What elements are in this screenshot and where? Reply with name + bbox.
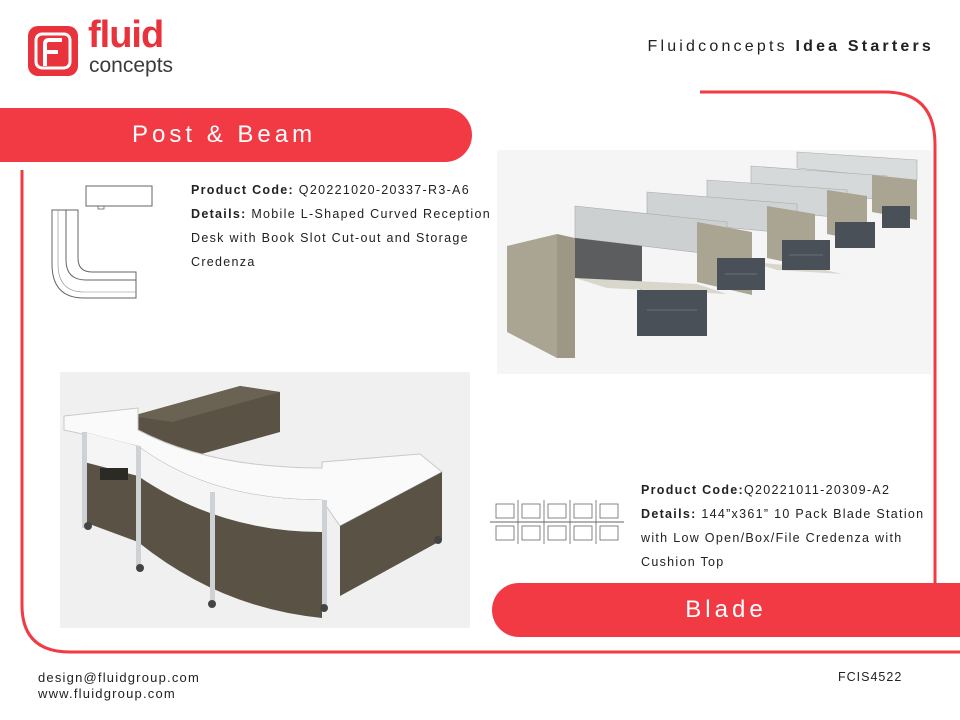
product1-code-label: Product Code: [191, 183, 295, 197]
logo-word-concepts: concepts [89, 54, 174, 77]
product2-code-label: Product Code: [641, 483, 745, 497]
reception-desk-render-image [60, 372, 470, 628]
header-title [647, 38, 934, 56]
fluid-concepts-logo [26, 14, 186, 82]
product2-code: Q20221011-20309-A2 [744, 483, 891, 497]
product1-info [191, 178, 503, 274]
footer-email-link[interactable]: design@fluidgroup.com [38, 670, 200, 685]
product2-details: 144”x361” 10 Pack Blade Station with Low Open/Box/File Credenza with Cushion Top [641, 507, 925, 569]
product2-code-line [641, 478, 931, 502]
footer-website-link[interactable]: www.fluidgroup.com [38, 686, 176, 701]
product1-details-line [191, 202, 503, 274]
section-title-post-beam: Post & Beam [132, 121, 317, 148]
product1-details-label: Details: [191, 207, 247, 221]
header-title-bold: Idea Starters [795, 38, 934, 55]
reception-desk-floor-plan [48, 180, 158, 302]
logo-mark-icon [26, 22, 82, 78]
product1-code: Q20221020-20337-R3-A6 [298, 183, 470, 197]
product1-code-line [191, 178, 503, 202]
logo-word-fluid: fluid [88, 14, 164, 56]
product1-details: Mobile L-Shaped Curved Reception Desk with Book Slot Cut-out and Storage Credenza [191, 207, 491, 269]
footer-document-code: FCIS4522 [838, 670, 903, 684]
section-title-blade: Blade [685, 596, 767, 623]
section-banner-blade [492, 583, 960, 637]
product2-info [641, 478, 931, 574]
blade-station-floor-plan [488, 498, 626, 546]
product2-details-label: Details: [641, 507, 697, 521]
blade-station-render-image [497, 150, 931, 374]
header-title-prefix: Fluidconcepts [647, 38, 788, 55]
product2-details-line [641, 502, 931, 574]
section-banner-post-beam [0, 108, 472, 162]
